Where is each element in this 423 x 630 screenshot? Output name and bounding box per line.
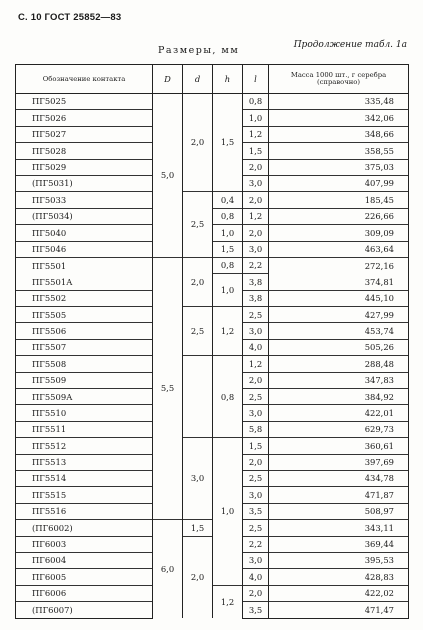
table-row: [16, 356, 409, 372]
contact-designation: ПГ5506: [16, 323, 153, 339]
header-D: D: [153, 65, 183, 94]
silver-mass-value: 375,03: [269, 159, 409, 175]
length-value: 3,0: [243, 405, 269, 421]
length-value: 2,0: [243, 192, 269, 208]
silver-mass-value: 471,87: [269, 487, 409, 503]
silver-mass-value: 471,47: [269, 602, 409, 618]
silver-mass-value: 343,11: [269, 520, 409, 536]
contact-designation: ПГ5511: [16, 421, 153, 437]
contact-designation: ПГ5514: [16, 470, 153, 486]
h-value-cell: 1,0: [213, 225, 243, 241]
silver-mass-value: 288,48: [269, 356, 409, 372]
contact-designation: ПГ5516: [16, 503, 153, 519]
silver-mass-value: 395,53: [269, 552, 409, 568]
table-continuation-caption: Продолжение табл. 1а: [293, 40, 407, 50]
table-row: [16, 241, 409, 257]
contact-designation: ПГ5028: [16, 143, 153, 159]
contact-designation: ПГ5502: [16, 290, 153, 306]
length-value: 1,0: [243, 110, 269, 126]
d-value-cell: 3,0: [183, 438, 213, 520]
length-value: 3,0: [243, 241, 269, 257]
length-value: 2,0: [243, 225, 269, 241]
table-row: [16, 307, 409, 323]
silver-mass-value: 335,48: [269, 94, 409, 110]
table-row: [16, 438, 409, 454]
contacts-table: [15, 64, 409, 619]
silver-mass-value: 434,78: [269, 470, 409, 486]
table-header-row: [16, 65, 409, 94]
contact-designation: (ПГ6007): [16, 602, 153, 618]
table-row: [16, 585, 409, 601]
length-value: 3,5: [243, 602, 269, 618]
d-value-cell: 1,5: [183, 520, 213, 536]
length-value: 2,0: [243, 159, 269, 175]
contact-designation: ПГ5515: [16, 487, 153, 503]
contact-designation: ПГ5026: [16, 110, 153, 126]
D-value-cell: 6,0: [153, 520, 183, 618]
length-value: 1,2: [243, 356, 269, 372]
contact-designation: ПГ5046: [16, 241, 153, 257]
contact-designation: ПГ5027: [16, 126, 153, 142]
contact-designation: ПГ5033: [16, 192, 153, 208]
length-value: 2,0: [243, 454, 269, 470]
D-value-cell: 5,5: [153, 257, 183, 519]
table-body: [16, 94, 409, 619]
table-row: [16, 536, 409, 552]
d-value-cell: 2,5: [183, 192, 213, 258]
contact-designation: ПГ5510: [16, 405, 153, 421]
table-row: [16, 274, 409, 290]
silver-mass-value: 360,61: [269, 438, 409, 454]
silver-mass-value: 358,55: [269, 143, 409, 159]
contact-designation: ПГ5505: [16, 307, 153, 323]
length-value: 1,5: [243, 143, 269, 159]
silver-mass-value: 505,26: [269, 339, 409, 355]
length-value: 3,8: [243, 274, 269, 290]
table-row: [16, 94, 409, 110]
contact-designation: ПГ5040: [16, 225, 153, 241]
length-value: 5,8: [243, 421, 269, 437]
table-row: [16, 192, 409, 208]
silver-mass-value: 348,66: [269, 126, 409, 142]
contact-designation: ПГ6003: [16, 536, 153, 552]
contact-designation: ПГ5029: [16, 159, 153, 175]
h-value-cell: 0,8: [213, 356, 243, 438]
d-value-cell: [183, 356, 213, 438]
h-value-cell: 1,5: [213, 241, 243, 257]
h-value-cell: 0,8: [213, 257, 243, 273]
length-value: 3,0: [243, 487, 269, 503]
silver-mass-value: 342,06: [269, 110, 409, 126]
contact-designation: (ПГ5031): [16, 175, 153, 191]
table-row: [16, 520, 409, 536]
d-value-cell: 2,0: [183, 94, 213, 192]
silver-mass-value: 407,99: [269, 175, 409, 191]
dimensions-caption: Размеры, мм: [158, 45, 240, 56]
silver-mass-value: 445,10: [269, 290, 409, 306]
silver-mass-value: 185,45: [269, 192, 409, 208]
silver-mass-value: 427,99: [269, 307, 409, 323]
silver-mass-value: 226,66: [269, 208, 409, 224]
silver-mass-value: 428,83: [269, 569, 409, 585]
contact-designation: ПГ6006: [16, 585, 153, 601]
length-value: 4,0: [243, 339, 269, 355]
length-value: 2,5: [243, 389, 269, 405]
length-value: 3,0: [243, 175, 269, 191]
h-value-cell: 1,0: [213, 274, 243, 307]
h-value-cell: 1,2: [213, 585, 243, 618]
length-value: 2,0: [243, 372, 269, 388]
contact-designation: ПГ5507: [16, 339, 153, 355]
silver-mass-value: 347,83: [269, 372, 409, 388]
silver-mass-value: 272,16: [269, 257, 409, 273]
silver-mass-value: 508,97: [269, 503, 409, 519]
header-designation: Обозначение контакта: [16, 65, 153, 94]
length-value: 3,0: [243, 323, 269, 339]
length-value: 4,0: [243, 569, 269, 585]
length-value: 3,8: [243, 290, 269, 306]
header-d: d: [183, 65, 213, 94]
silver-mass-value: 374,81: [269, 274, 409, 290]
contact-designation: (ПГ5034): [16, 208, 153, 224]
length-value: 3,0: [243, 552, 269, 568]
page-header: С. 10 ГОСТ 25852—83: [18, 12, 122, 23]
contact-designation: ПГ6004: [16, 552, 153, 568]
contact-designation: (ПГ6002): [16, 520, 153, 536]
contact-designation: ПГ5501: [16, 257, 153, 273]
silver-mass-value: 397,69: [269, 454, 409, 470]
silver-mass-value: 453,74: [269, 323, 409, 339]
length-value: 2,5: [243, 520, 269, 536]
d-value-cell: 2,0: [183, 536, 213, 618]
silver-mass-value: 463,64: [269, 241, 409, 257]
h-value-cell: 1,5: [213, 94, 243, 192]
D-value-cell: 5,0: [153, 94, 183, 258]
contact-designation: ПГ6005: [16, 569, 153, 585]
contact-designation: ПГ5509А: [16, 389, 153, 405]
length-value: 2,5: [243, 470, 269, 486]
silver-mass-value: 309,09: [269, 225, 409, 241]
h-value-cell: 1,0: [213, 438, 243, 586]
length-value: 1,5: [243, 438, 269, 454]
contact-designation: ПГ5512: [16, 438, 153, 454]
silver-mass-value: 422,01: [269, 405, 409, 421]
table-row: [16, 257, 409, 273]
silver-mass-value: 629,73: [269, 421, 409, 437]
length-value: 1,2: [243, 208, 269, 224]
table-row: [16, 208, 409, 224]
contact-designation: ПГ5025: [16, 94, 153, 110]
length-value: 2,2: [243, 257, 269, 273]
h-value-cell: 0,8: [213, 208, 243, 224]
silver-mass-value: 422,02: [269, 585, 409, 601]
d-value-cell: 2,0: [183, 257, 213, 306]
length-value: 3,5: [243, 503, 269, 519]
length-value: 2,5: [243, 307, 269, 323]
contact-designation: ПГ5509: [16, 372, 153, 388]
length-value: 2,0: [243, 585, 269, 601]
h-value-cell: 1,2: [213, 307, 243, 356]
length-value: 2,2: [243, 536, 269, 552]
silver-mass-value: 369,44: [269, 536, 409, 552]
table-row: [16, 225, 409, 241]
header-l: l: [243, 65, 269, 94]
silver-mass-value: 384,92: [269, 389, 409, 405]
length-value: 1,2: [243, 126, 269, 142]
contact-designation: ПГ5508: [16, 356, 153, 372]
header-h: h: [213, 65, 243, 94]
length-value: 0,8: [243, 94, 269, 110]
contact-designation: ПГ5501А: [16, 274, 153, 290]
h-value-cell: 0,4: [213, 192, 243, 208]
d-value-cell: 2,5: [183, 307, 213, 356]
header-mass: Масса 1000 шт., г серебра (справочно): [269, 65, 409, 94]
contact-designation: ПГ5513: [16, 454, 153, 470]
